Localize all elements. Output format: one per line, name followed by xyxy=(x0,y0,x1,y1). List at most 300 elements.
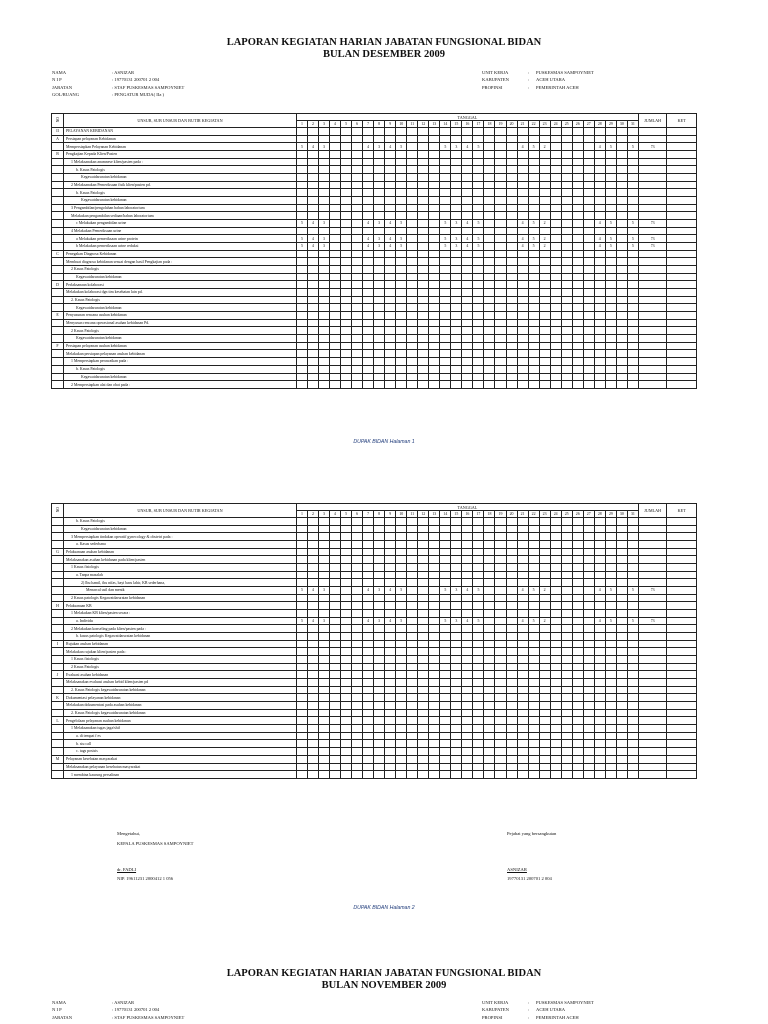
row-number xyxy=(52,358,64,366)
day-cell xyxy=(594,709,605,717)
day-cell xyxy=(473,266,484,274)
day-cell xyxy=(616,725,627,733)
day-header: 9 xyxy=(385,511,396,518)
day-cell xyxy=(385,525,396,533)
day-cell xyxy=(341,304,352,312)
day-cell xyxy=(495,679,506,687)
day-cell xyxy=(330,564,341,572)
day-cell xyxy=(307,174,318,182)
day-header: 8 xyxy=(374,511,385,518)
header-no-text: NO xyxy=(55,507,60,513)
day-cell xyxy=(451,755,462,763)
table-row xyxy=(52,617,697,625)
day-cell xyxy=(341,755,352,763)
day-cell: 3 xyxy=(374,587,385,595)
day-cell xyxy=(385,151,396,159)
table-row xyxy=(52,717,697,725)
row-number xyxy=(52,243,64,251)
day-header: 11 xyxy=(407,511,418,518)
day-cell xyxy=(440,365,451,373)
day-cell xyxy=(583,220,594,228)
day-cell: 5 xyxy=(296,143,307,151)
day-cell xyxy=(528,686,539,694)
day-cell xyxy=(550,656,561,664)
day-cell xyxy=(440,258,451,266)
row-activity: Menyusun rencana operasional asuhan kebidanan Pd. xyxy=(64,319,297,327)
day-cell: 4 xyxy=(307,243,318,251)
day-cell xyxy=(561,518,572,526)
row-note xyxy=(667,243,697,251)
day-cell xyxy=(605,625,616,633)
day-cell xyxy=(572,250,583,258)
row-total xyxy=(638,151,666,159)
day-cell xyxy=(385,725,396,733)
day-cell xyxy=(352,319,363,327)
day-cell xyxy=(561,610,572,618)
day-cell xyxy=(440,304,451,312)
day-cell xyxy=(616,235,627,243)
day-cell xyxy=(352,702,363,710)
day-cell xyxy=(396,181,407,189)
day-cell xyxy=(517,771,528,779)
day-cell xyxy=(363,656,374,664)
day-cell xyxy=(330,556,341,564)
day-cell xyxy=(296,740,307,748)
day-cell xyxy=(517,686,528,694)
day-cell xyxy=(627,725,638,733)
signature-left-position: KEPALA PUSKESMAS SAMPOYNIET xyxy=(117,840,194,846)
day-cell xyxy=(517,709,528,717)
row-total xyxy=(638,373,666,381)
row-note xyxy=(667,748,697,756)
day-cell xyxy=(352,204,363,212)
day-cell xyxy=(473,640,484,648)
day-cell: 3 xyxy=(318,143,329,151)
row-total xyxy=(638,533,666,541)
day-cell xyxy=(484,579,495,587)
day-cell xyxy=(407,281,418,289)
row-number: K xyxy=(52,694,64,702)
day-cell xyxy=(539,250,550,258)
day-cell xyxy=(451,158,462,166)
row-number xyxy=(52,617,64,625)
day-cell xyxy=(605,525,616,533)
day-cell xyxy=(572,564,583,572)
day-cell xyxy=(561,732,572,740)
day-cell xyxy=(296,633,307,641)
day-cell xyxy=(473,174,484,182)
day-cell: 4 xyxy=(363,587,374,595)
day-cell xyxy=(341,327,352,335)
day-cell xyxy=(330,296,341,304)
day-cell xyxy=(495,702,506,710)
day-cell xyxy=(385,740,396,748)
day-cell xyxy=(307,564,318,572)
row-total xyxy=(638,312,666,320)
day-cell xyxy=(484,266,495,274)
day-cell xyxy=(396,648,407,656)
day-cell xyxy=(627,625,638,633)
info-row xyxy=(482,84,594,91)
row-activity: 1 Melakukan KB klien/pasien secara : xyxy=(64,610,297,618)
day-cell xyxy=(616,335,627,343)
day-cell xyxy=(528,335,539,343)
day-cell xyxy=(616,289,627,297)
day-cell xyxy=(528,525,539,533)
day-cell xyxy=(341,220,352,228)
day-cell xyxy=(572,227,583,235)
day-cell xyxy=(418,250,429,258)
day-cell xyxy=(451,266,462,274)
day-cell xyxy=(462,771,473,779)
day-cell xyxy=(572,686,583,694)
row-activity: b. Kasus Patologis xyxy=(64,365,297,373)
day-cell xyxy=(396,319,407,327)
row-total xyxy=(638,342,666,350)
day-cell: 4 xyxy=(462,243,473,251)
day-cell xyxy=(318,633,329,641)
day-cell xyxy=(539,594,550,602)
day-cell: 3 xyxy=(318,235,329,243)
row-number xyxy=(52,648,64,656)
day-cell xyxy=(330,725,341,733)
day-cell xyxy=(440,312,451,320)
day-cell xyxy=(418,679,429,687)
table-row xyxy=(52,525,697,533)
day-cell xyxy=(418,358,429,366)
row-total xyxy=(638,358,666,366)
day-cell xyxy=(418,556,429,564)
day-cell xyxy=(341,702,352,710)
day-cell xyxy=(484,587,495,595)
day-cell xyxy=(462,571,473,579)
header-ket: KET xyxy=(667,114,697,128)
day-cell xyxy=(296,564,307,572)
day-cell xyxy=(352,235,363,243)
day-cell xyxy=(307,748,318,756)
day-cell xyxy=(330,594,341,602)
day-cell xyxy=(307,304,318,312)
header-no-text: NO xyxy=(55,117,60,123)
day-cell xyxy=(296,571,307,579)
day-cell xyxy=(528,204,539,212)
day-cell xyxy=(506,312,517,320)
day-cell xyxy=(572,212,583,220)
day-cell xyxy=(616,610,627,618)
day-cell xyxy=(374,312,385,320)
day-cell xyxy=(495,771,506,779)
day-cell xyxy=(572,771,583,779)
report-subtitle-december: BULAN DESEMBER 2009 xyxy=(323,49,445,60)
day-cell xyxy=(407,350,418,358)
day-cell xyxy=(429,266,440,274)
day-cell xyxy=(374,702,385,710)
day-cell xyxy=(385,541,396,549)
day-cell xyxy=(330,633,341,641)
day-cell xyxy=(462,548,473,556)
day-cell xyxy=(517,679,528,687)
day-cell xyxy=(583,548,594,556)
day-cell xyxy=(407,617,418,625)
day-cell xyxy=(572,312,583,320)
day-cell xyxy=(418,525,429,533)
row-note xyxy=(667,227,697,235)
row-note xyxy=(667,740,697,748)
day-cell xyxy=(296,763,307,771)
row-note xyxy=(667,335,697,343)
day-cell xyxy=(385,158,396,166)
day-cell xyxy=(330,771,341,779)
day-cell xyxy=(352,679,363,687)
day-cell xyxy=(572,350,583,358)
table-row xyxy=(52,266,697,274)
header-jumlah: JUMLAH xyxy=(638,504,666,518)
day-cell xyxy=(296,204,307,212)
day-cell: 4 xyxy=(307,587,318,595)
day-cell xyxy=(363,579,374,587)
info-label: PROPINSI xyxy=(482,84,503,90)
day-cell xyxy=(594,610,605,618)
day-cell xyxy=(396,625,407,633)
row-total xyxy=(638,327,666,335)
day-header: 13 xyxy=(429,511,440,518)
row-activity: 2 Melakukan konseling pada klien/pasien pada : xyxy=(64,625,297,633)
day-cell: 4 xyxy=(385,587,396,595)
day-cell xyxy=(296,358,307,366)
day-cell xyxy=(330,312,341,320)
day-cell xyxy=(407,533,418,541)
table-row xyxy=(52,312,697,320)
day-cell xyxy=(462,671,473,679)
day-cell xyxy=(407,243,418,251)
day-cell xyxy=(385,671,396,679)
day-cell xyxy=(296,174,307,182)
row-total xyxy=(638,702,666,710)
day-cell xyxy=(517,625,528,633)
day-cell xyxy=(550,266,561,274)
day-cell xyxy=(572,755,583,763)
row-note xyxy=(667,732,697,740)
info-label: NAMA xyxy=(52,1000,67,1005)
day-cell xyxy=(627,151,638,159)
table-row xyxy=(52,640,697,648)
day-cell xyxy=(418,648,429,656)
day-cell xyxy=(385,564,396,572)
day-cell xyxy=(572,342,583,350)
row-number xyxy=(52,319,64,327)
day-cell xyxy=(605,158,616,166)
signature-left-acknowledge: Mengetahui, xyxy=(117,831,141,836)
row-activity: 2. Kasus Patologis kegawatdaruratan kebidanan xyxy=(64,686,297,694)
day-cell xyxy=(341,548,352,556)
day-cell xyxy=(307,671,318,679)
info-colon: : xyxy=(528,77,530,83)
info-value: PUSKESMAS SAMPOYNIET xyxy=(536,70,594,75)
day-cell xyxy=(296,135,307,143)
day-cell xyxy=(506,717,517,725)
day-cell xyxy=(363,755,374,763)
day-cell xyxy=(561,602,572,610)
row-number: C xyxy=(52,250,64,258)
day-cell xyxy=(352,648,363,656)
day-cell xyxy=(484,633,495,641)
day-cell xyxy=(341,381,352,389)
row-activity: Evaluasi asuhan kebidanan xyxy=(64,671,297,679)
day-cell xyxy=(583,266,594,274)
table-row xyxy=(52,533,697,541)
day-cell xyxy=(341,571,352,579)
day-cell xyxy=(627,740,638,748)
day-cell xyxy=(407,671,418,679)
day-cell xyxy=(473,312,484,320)
day-cell xyxy=(462,304,473,312)
day-cell xyxy=(594,525,605,533)
row-note xyxy=(667,640,697,648)
day-cell xyxy=(473,281,484,289)
day-cell xyxy=(539,296,550,304)
day-cell xyxy=(318,258,329,266)
day-cell: 5 xyxy=(396,617,407,625)
day-cell: 5 xyxy=(605,243,616,251)
day-cell xyxy=(307,740,318,748)
row-note xyxy=(667,702,697,710)
day-cell xyxy=(318,709,329,717)
day-cell xyxy=(352,694,363,702)
day-cell xyxy=(561,312,572,320)
day-cell xyxy=(594,702,605,710)
day-cell xyxy=(341,556,352,564)
day-cell xyxy=(374,281,385,289)
day-cell xyxy=(440,350,451,358)
day-cell xyxy=(451,319,462,327)
day-cell xyxy=(605,258,616,266)
day-cell xyxy=(583,679,594,687)
day-cell xyxy=(429,610,440,618)
day-cell xyxy=(506,335,517,343)
info-row xyxy=(482,76,594,83)
day-cell xyxy=(550,702,561,710)
day-cell xyxy=(605,702,616,710)
day-cell xyxy=(495,342,506,350)
table-row xyxy=(52,335,697,343)
day-cell xyxy=(429,602,440,610)
day-cell xyxy=(418,227,429,235)
day-cell xyxy=(605,717,616,725)
day-cell xyxy=(330,181,341,189)
day-header: 25 xyxy=(561,511,572,518)
day-cell xyxy=(616,518,627,526)
day-cell xyxy=(363,686,374,694)
row-total: 73 xyxy=(638,243,666,251)
day-cell xyxy=(561,525,572,533)
row-activity: Kegawatdaruratan kebidanan xyxy=(64,525,297,533)
day-cell xyxy=(495,748,506,756)
table-row xyxy=(52,304,697,312)
day-cell xyxy=(561,548,572,556)
day-cell xyxy=(440,656,451,664)
day-cell xyxy=(627,518,638,526)
day-cell: 5 xyxy=(440,617,451,625)
day-cell: 4 xyxy=(594,243,605,251)
table-row xyxy=(52,633,697,641)
day-cell xyxy=(561,174,572,182)
day-cell xyxy=(539,525,550,533)
day-cell xyxy=(495,258,506,266)
row-total xyxy=(638,296,666,304)
day-cell xyxy=(627,373,638,381)
day-cell xyxy=(418,243,429,251)
info-colon: : xyxy=(528,1007,530,1013)
day-cell xyxy=(341,189,352,197)
day-cell xyxy=(583,289,594,297)
day-cell xyxy=(462,709,473,717)
day-cell xyxy=(506,174,517,182)
day-cell xyxy=(330,335,341,343)
day-cell xyxy=(594,564,605,572)
row-note xyxy=(667,610,697,618)
row-note xyxy=(667,312,697,320)
day-cell xyxy=(528,663,539,671)
day-cell xyxy=(341,273,352,281)
day-cell xyxy=(473,518,484,526)
day-cell xyxy=(352,763,363,771)
day-cell xyxy=(473,250,484,258)
day-cell xyxy=(561,365,572,373)
day-cell xyxy=(506,709,517,717)
day-cell xyxy=(495,594,506,602)
day-cell xyxy=(484,740,495,748)
day-cell xyxy=(318,166,329,174)
day-cell xyxy=(396,541,407,549)
row-total xyxy=(638,541,666,549)
day-cell: 5 xyxy=(440,243,451,251)
day-cell xyxy=(407,289,418,297)
day-cell xyxy=(462,335,473,343)
day-cell xyxy=(429,725,440,733)
day-cell xyxy=(352,717,363,725)
day-cell xyxy=(594,358,605,366)
day-cell xyxy=(418,732,429,740)
day-cell xyxy=(506,571,517,579)
day-cell xyxy=(484,250,495,258)
day-cell xyxy=(572,694,583,702)
day-cell xyxy=(396,381,407,389)
day-cell xyxy=(616,732,627,740)
day-cell xyxy=(307,197,318,205)
day-cell xyxy=(616,571,627,579)
day-cell xyxy=(594,342,605,350)
day-cell xyxy=(429,212,440,220)
day-cell xyxy=(605,771,616,779)
day-cell xyxy=(407,594,418,602)
day-cell xyxy=(572,679,583,687)
row-total xyxy=(638,335,666,343)
day-cell xyxy=(429,304,440,312)
day-cell xyxy=(473,625,484,633)
row-number xyxy=(52,564,64,572)
day-cell xyxy=(341,197,352,205)
day-cell: 3 xyxy=(451,220,462,228)
day-cell xyxy=(418,266,429,274)
day-cell xyxy=(396,640,407,648)
row-number xyxy=(52,571,64,579)
day-cell: 5 xyxy=(528,617,539,625)
day-cell xyxy=(296,227,307,235)
day-cell xyxy=(330,518,341,526)
day-cell xyxy=(462,556,473,564)
info-colon: : xyxy=(528,70,530,75)
row-activity: c. tugs posisis xyxy=(64,748,297,756)
